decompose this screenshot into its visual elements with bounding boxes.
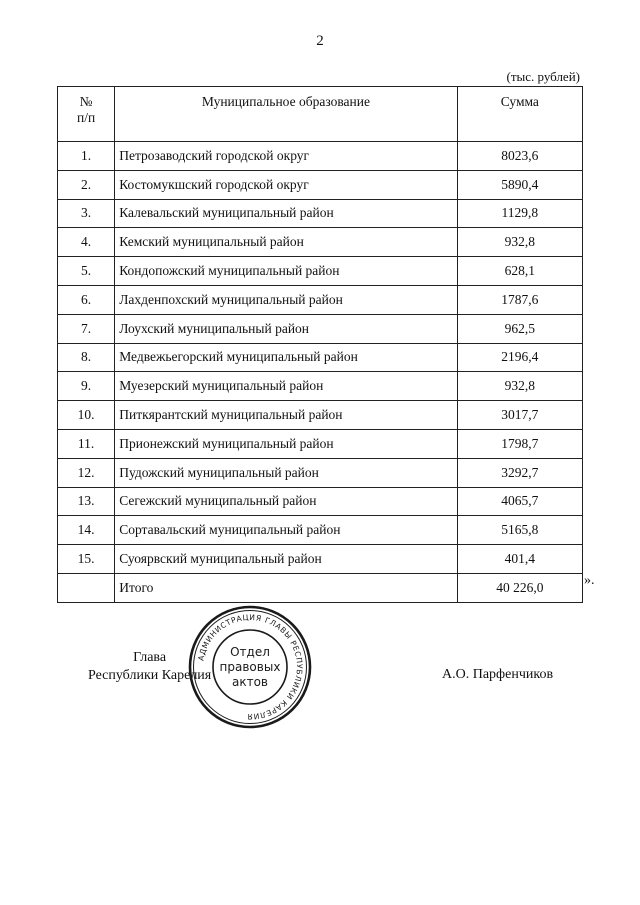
row-name: Медвежьегорский муниципальный район [115, 343, 457, 372]
seal-center-line-1: Отдел [230, 645, 270, 659]
row-num: 10. [58, 401, 115, 430]
row-num: 9. [58, 372, 115, 401]
row-name: Кондопожский муниципальный район [115, 257, 457, 286]
row-name: Прионежский муниципальный район [115, 429, 457, 458]
row-sum: 2196,4 [457, 343, 582, 372]
total-label: Итого [115, 573, 457, 602]
table-row [58, 285, 583, 314]
row-name: Сегежский муниципальный район [115, 487, 457, 516]
row-sum: 932,8 [457, 372, 582, 401]
table-row [58, 372, 583, 401]
row-sum: 3017,7 [457, 401, 582, 430]
row-num: 13. [58, 487, 115, 516]
total-sum: 40 226,0 [457, 573, 582, 602]
page-number: 2 [316, 33, 324, 49]
row-num: 3. [58, 199, 115, 228]
row-sum: 401,4 [457, 545, 582, 574]
total-row [58, 573, 583, 602]
row-sum: 1129,8 [457, 199, 582, 228]
row-num: 11. [58, 429, 115, 458]
row-name: Сортавальский муниципальный район [115, 516, 457, 545]
row-name: Костомукшский городской округ [115, 170, 457, 199]
seal-center-line-3: актов [231, 675, 269, 689]
row-num: 7. [58, 314, 115, 343]
row-num: 5. [58, 257, 115, 286]
row-sum: 4065,7 [457, 487, 582, 516]
table-row [58, 199, 583, 228]
row-name: Кемский муниципальный район [115, 228, 457, 257]
table-row [58, 458, 583, 487]
table-row [58, 487, 583, 516]
row-sum: 1787,6 [457, 285, 582, 314]
header-sum: Сумма [457, 87, 582, 142]
signer-title-line2: Республики Карелия [88, 668, 212, 683]
row-sum: 628,1 [457, 257, 582, 286]
header-num: № п/п [58, 87, 115, 142]
table-row [58, 257, 583, 286]
signer-title-line1: Глава [133, 650, 167, 665]
row-num: 8. [58, 343, 115, 372]
row-num: 2. [58, 170, 115, 199]
table-row [58, 314, 583, 343]
table-row [58, 545, 583, 574]
table-row [58, 429, 583, 458]
row-name: Лахденпохский муниципальный район [115, 285, 457, 314]
row-sum: 8023,6 [457, 142, 582, 171]
row-sum: 5165,8 [457, 516, 582, 545]
row-sum: 932,8 [457, 228, 582, 257]
row-num: 1. [58, 142, 115, 171]
row-num: 14. [58, 516, 115, 545]
row-sum: 962,5 [457, 314, 582, 343]
seal-center-line-2: правовых [219, 660, 281, 674]
table-header-row [58, 87, 583, 142]
row-sum: 3292,7 [457, 458, 582, 487]
row-num: 6. [58, 285, 115, 314]
table-row [58, 228, 583, 257]
table-row [58, 343, 583, 372]
table-row [58, 516, 583, 545]
row-name: Пудожский муниципальный район [115, 458, 457, 487]
seal-ring-textpath: АДМИНИСТРАЦИЯ ГЛАВЫ РЕСПУБЛИКИ КАРЕЛИЯ [196, 612, 305, 722]
total-num-empty [58, 573, 115, 602]
signer-name: А.О. Парфенчиков [442, 667, 554, 682]
row-num: 15. [58, 545, 115, 574]
table-row [58, 142, 583, 171]
row-sum: 5890,4 [457, 170, 582, 199]
units-note: (тыс. рублей) [506, 69, 580, 84]
row-sum: 1798,7 [457, 429, 582, 458]
table-row [58, 401, 583, 430]
row-name: Питкярантский муниципальный район [115, 401, 457, 430]
table-row [58, 170, 583, 199]
row-name: Муезерский муниципальный район [115, 372, 457, 401]
municipal-sums-table [57, 86, 583, 603]
closing-quote-mark: ». [584, 573, 595, 588]
row-name: Калевальский муниципальный район [115, 199, 457, 228]
row-num: 12. [58, 458, 115, 487]
row-name: Суоярвский муниципальный район [115, 545, 457, 574]
header-name: Муниципальное образование [115, 87, 457, 142]
row-name: Лоухский муниципальный район [115, 314, 457, 343]
seal-stamp-icon [187, 604, 313, 730]
table-body [58, 142, 583, 603]
row-num: 4. [58, 228, 115, 257]
row-name: Петрозаводский городской округ [115, 142, 457, 171]
